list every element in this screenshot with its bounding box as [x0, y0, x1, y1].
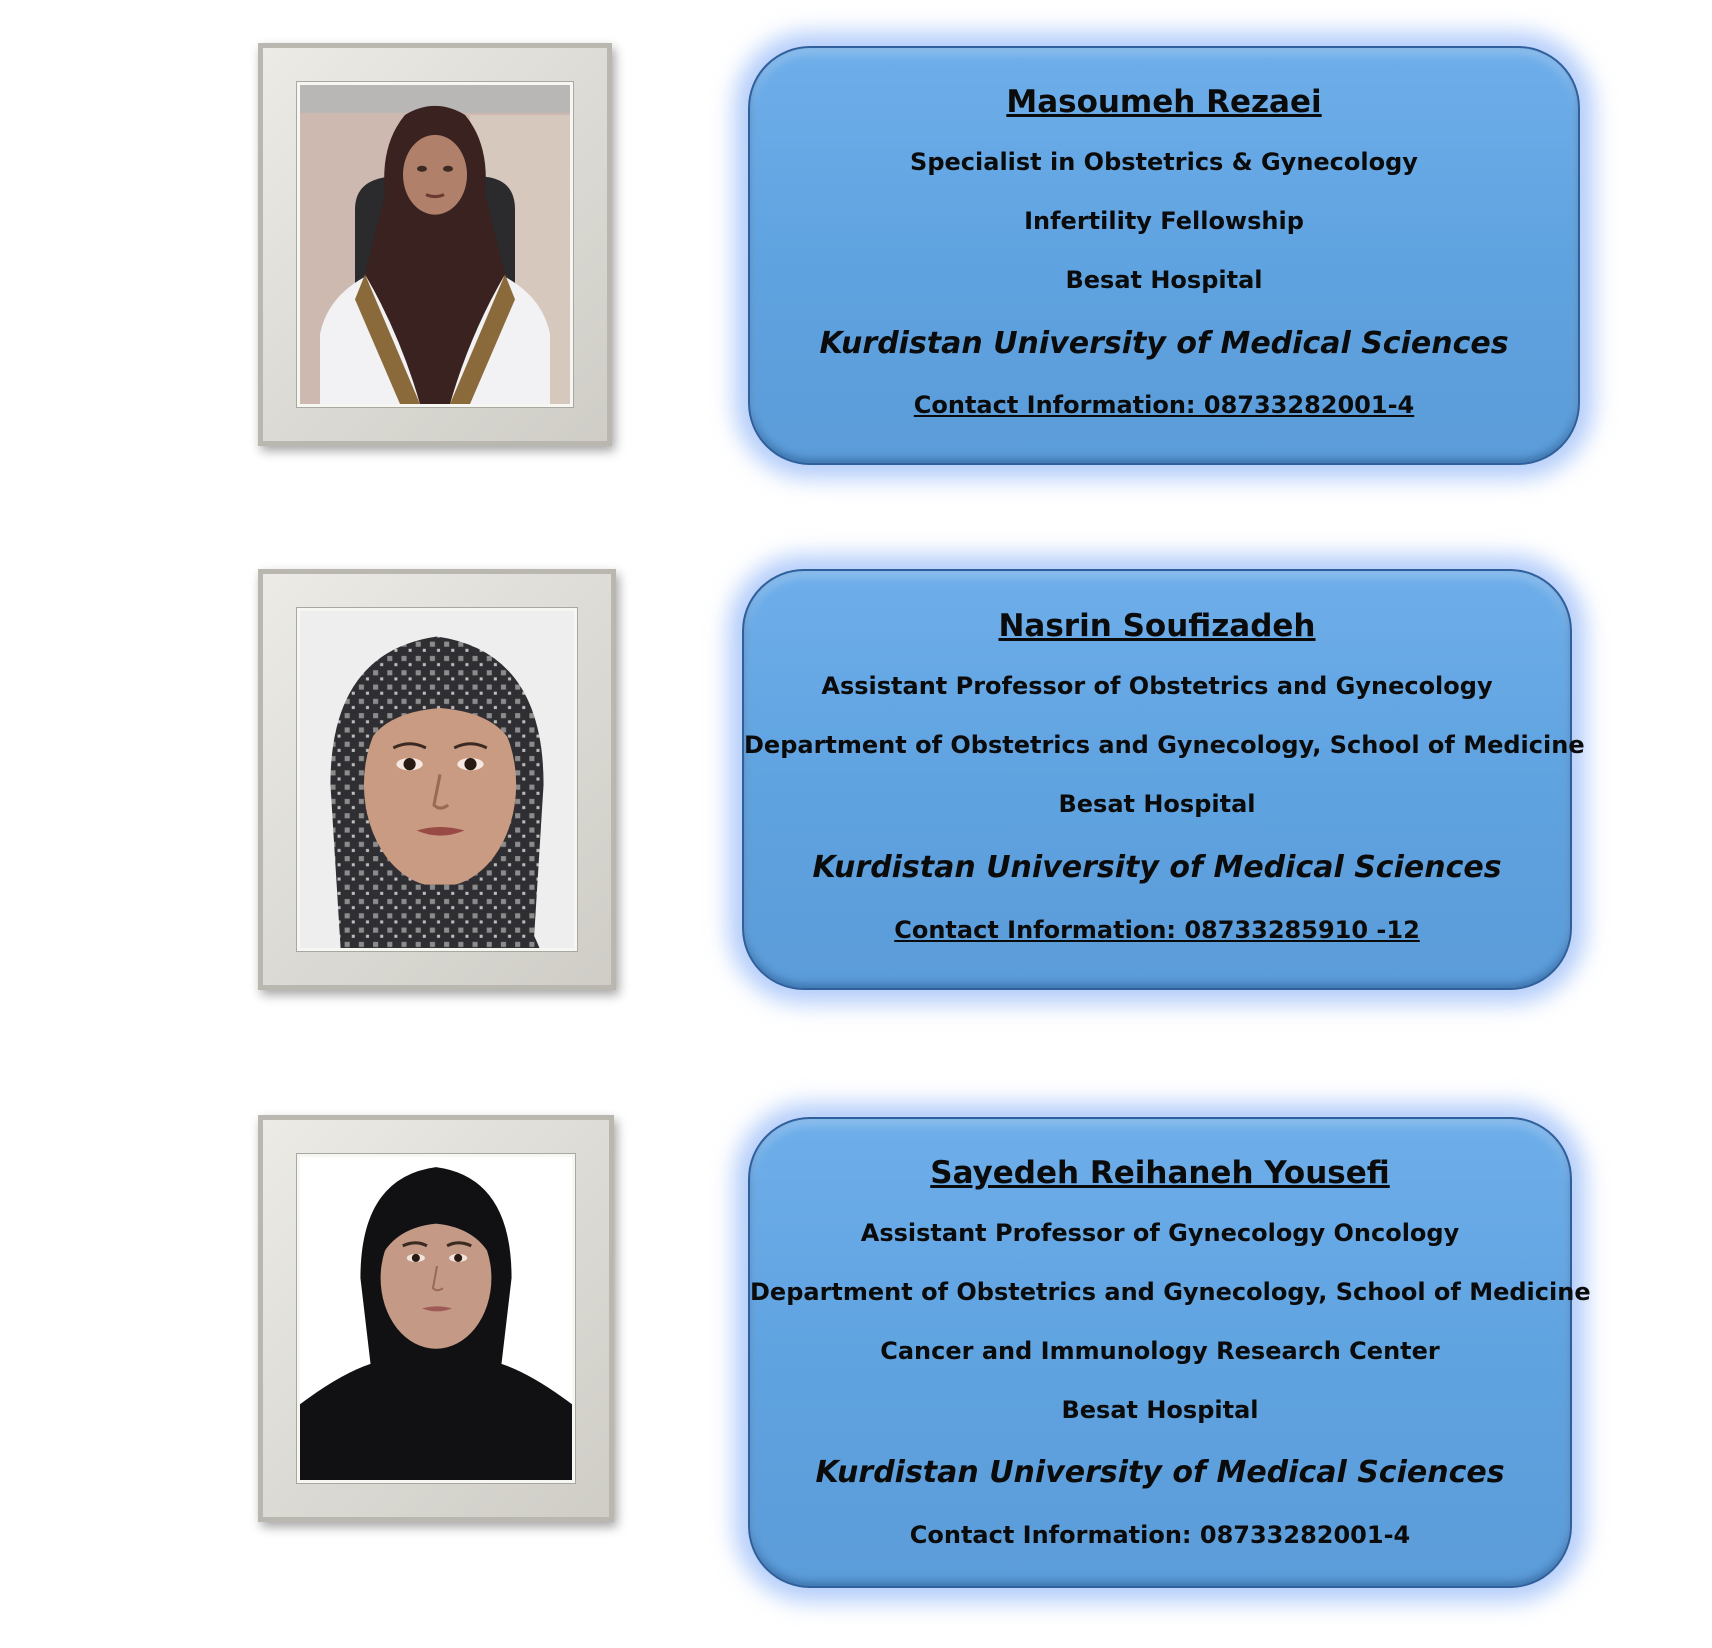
profile-line: Specialist in Obstetrics & Gynecology	[910, 148, 1418, 176]
profile-card-2	[742, 569, 1585, 990]
photo-frame-1	[258, 43, 612, 446]
profile-line: Infertility Fellowship	[1024, 207, 1304, 235]
contact-info: Contact Information: 08733282001-4	[909, 1521, 1411, 1549]
profile-line: Besat Hospital	[1058, 790, 1256, 818]
contact-info: Contact Information: 08733285910 -12	[894, 916, 1420, 944]
university-name: Kurdistan University of Medical Sciences	[819, 326, 1509, 361]
profile-card-1	[748, 46, 1580, 465]
photo-2	[297, 608, 577, 951]
profile-line: Besat Hospital	[1065, 266, 1263, 294]
university-name: Kurdistan University of Medical Sciences	[812, 850, 1502, 885]
profile-line: Department of Obstetrics and Gynecology, School of Medicine	[750, 1278, 1591, 1306]
photo-frame-3	[258, 1115, 614, 1522]
profile-line: Besat Hospital	[1061, 1396, 1259, 1424]
profile-card-3	[748, 1117, 1591, 1588]
profile-line: Assistant Professor of Obstetrics and Gynecology	[821, 672, 1493, 700]
photo-3	[297, 1154, 575, 1483]
profile-line: Cancer and Immunology Research Center	[880, 1337, 1440, 1365]
profile-line: Department of Obstetrics and Gynecology, School of Medicine	[744, 731, 1585, 759]
person-name: Masoumeh Rezaei	[1006, 84, 1322, 120]
university-name: Kurdistan University of Medical Sciences	[815, 1455, 1505, 1490]
photo-1	[297, 82, 573, 407]
photo-frame-2	[258, 569, 616, 990]
person-name: Nasrin Soufizadeh	[998, 608, 1316, 644]
person-name: Sayedeh Reihaneh Yousefi	[930, 1155, 1390, 1191]
profile-line: Assistant Professor of Gynecology Oncology	[860, 1219, 1460, 1247]
contact-info: Contact Information: 08733282001-4	[913, 391, 1415, 419]
